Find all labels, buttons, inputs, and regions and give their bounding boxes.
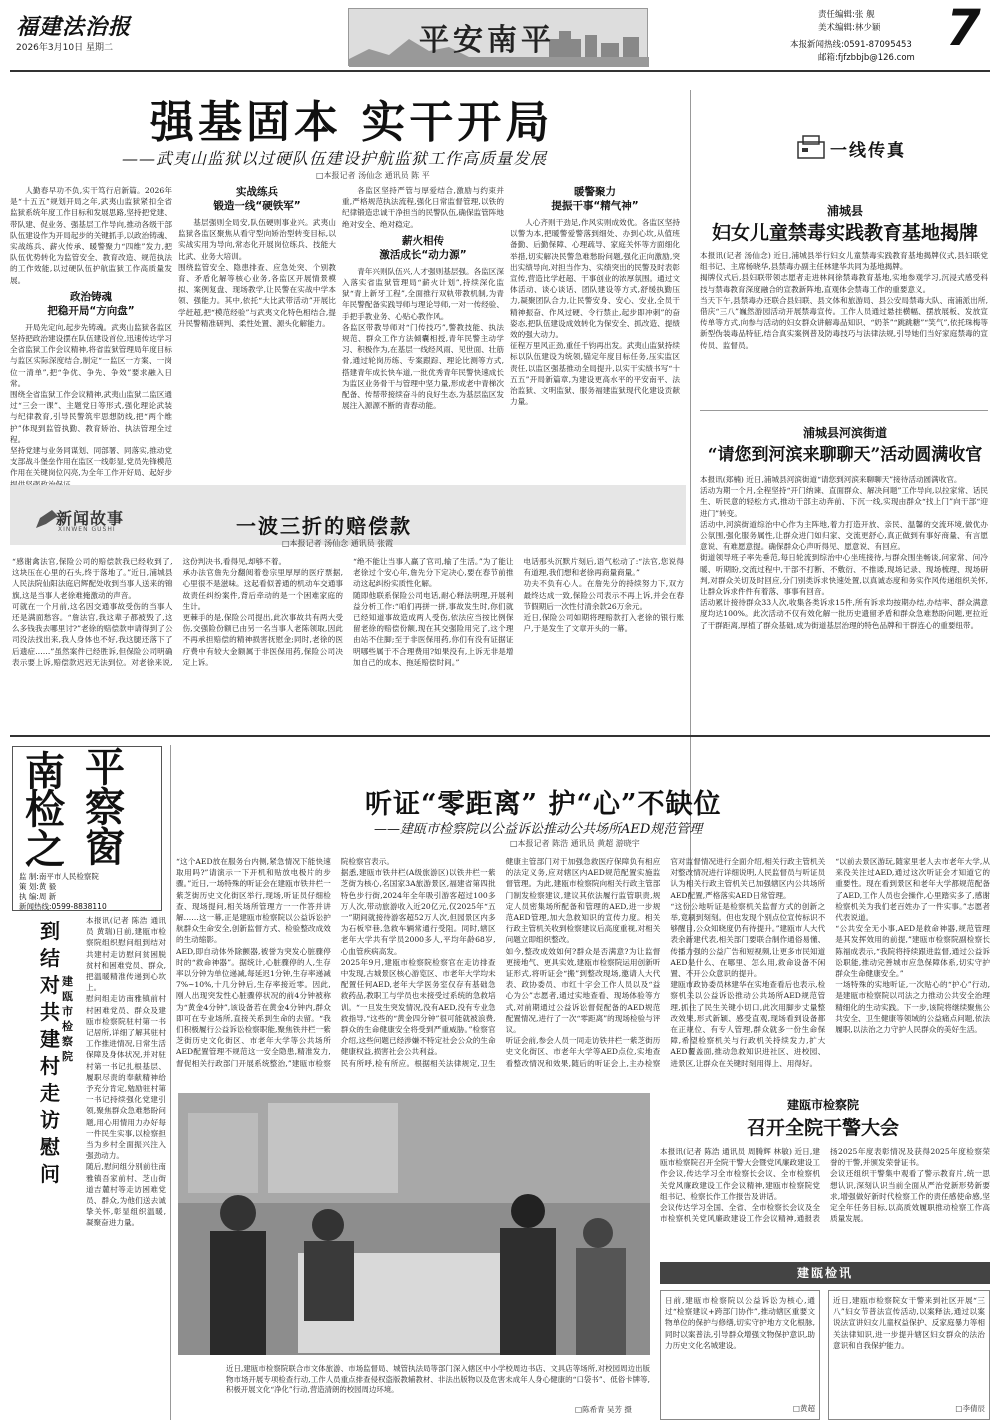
art-editor-credit: 美术编辑:林少颖 bbox=[818, 23, 881, 33]
news1-place: 浦城县 bbox=[826, 204, 863, 218]
glimpse-right-body: 近日,建瓯市检察院女干警来到社区开展“三八”妇女节普法宣传活动,以案释法,通过以案说法宣讲妇女儿童权益保护、反家庭暴力等相关法律知识,进一步提升辖区妇女群众的法治意识和自我保护能力。 bbox=[833, 1296, 985, 1350]
fax-machine-icon bbox=[796, 134, 826, 160]
column-char-4: 察 bbox=[85, 784, 125, 831]
lead-subtitle: ——武夷山监狱以过硬队伍建设护航监狱工作高质量发展 bbox=[122, 149, 548, 168]
lead-sec3-heading: 薪火相传 激活成长“动力源” bbox=[379, 234, 467, 261]
column-title bbox=[25, 744, 155, 873]
column-char-3: 检 bbox=[25, 786, 65, 833]
inspection-scene-icon bbox=[178, 1093, 650, 1355]
lead-col-3 bbox=[342, 185, 504, 480]
side-story-title: 到结对共建村走访慰问 bbox=[40, 919, 60, 1186]
aed-byline: □本报记者 陈浩 通讯员 黄超 游晓宇 bbox=[510, 839, 640, 848]
lead-byline: □本报记者 汤仙念 通讯员 陈 平 bbox=[316, 171, 430, 180]
masthead-rule bbox=[10, 70, 990, 72]
glimpse-left-body: 日前,建瓯市检察院以公益诉讼为核心,通过“检察建议+跨部门协作”,推动辖区重要文物单位的保护与修缮,切实守护地方文化根脉,同时以案普法,引导群众增强文物保护意识,助力历史文化名城建设。 bbox=[665, 1296, 815, 1350]
paper-name: 福建法治报 bbox=[16, 14, 132, 40]
news2-body: 本报讯(郑楠) 近日,浦城县河滨街道“请您到河滨来聊聊天”接待活动圆满收官。 活动为期一个月,全程坚持“开门纳谏、直面群众、解决问题”工作导向,以拉家常、话民生、听民意的轻松方式,推动干部主动奔前、下沉一线,实现由群众“找上门”向干部“迎进门”转变。 活动中,河滨街道综治中心作为主阵地,着力打造开放、亲民、温馨的交流环境,做优办公氛围,强化服务属性,让群众进门如归家、交流更舒心,真正做到有事好商量、有言愿意说、有难愿意提。确保群众心声听得见、愿意说、有回应。 街道领导班子率先垂范,每日轮流到综治中心坐班接待,与群众围坐畅谈,问家常、问冷暖、听期盼,交流过程中,干部不打断、不敷衍、不推诿,现场记录、现场梳理、现场研判,对群众关切及时回应,分门别类诉求快速处置,以真诚态度和务实作风传递组织关怀,让群众诉求件件有着落、事事有回音。 活动累计接待群众33人次,收集各类诉求15件,所有诉求均按期办结,办结率、群众满意度均达100%。此次活动不仅有效化解一批历史遗留矛盾和群众急难愁盼问题,更拉近了干群距离,厚植了群众基础,成为街道基层治理的特色品牌和干群连心的重要纽带。 bbox=[700, 475, 988, 630]
lead-intro: 人勤春早功不负,实干笃行启新篇。2026年是“十五五”规划开局之年,武夷山监狱紧扣全省监狱系统年度工作目标和发展思路,坚持把党建、带队建、促业务、强基层工作导向,推动各级干部队伍建设作为开局起步的关键抓手,以政治铸魂、实战练兵、薪火传承、暖警聚力“四维”发力,把队伍优势转化为监管安全、教育改造、规范执法的工作效能,以过硬队伍护航监狱工作高质量发展。 bbox=[10, 186, 172, 285]
glimpse-right-credit: □李倩辰 bbox=[955, 1404, 985, 1413]
column-editor: 执 编:周 新 bbox=[19, 892, 57, 901]
glimpse-header bbox=[660, 1262, 990, 1284]
editor-credit: 责任编辑:张 舰 bbox=[818, 10, 875, 20]
lead-sec4-heading: 暖警聚力 提振干事“精气神” bbox=[551, 186, 639, 212]
email: 邮箱:fjfzbbjb@126.com bbox=[818, 53, 915, 63]
meeting-org: 建瓯市检察院 bbox=[786, 1098, 859, 1112]
side-story-org: 建瓯市检察院 bbox=[62, 975, 73, 1063]
side-story-body: 本报讯(记者 陈浩 通讯员 黄瑞)日前,建瓯市检察院组织慰问组到结对共建村走访慰问贫困脱贫村和困难党员、群众,把温暖精准传递到心坎上。 慰问组走访南雅镇前村村困难党员、群众及建瓯市检察院驻村第一书记居所,详细了解其驻村工作推进情况,日常生活保障及身体状况,并对驻村第一书记扎根基层、履职尽责的奉献精神给予充分肯定,勉励驻村第一书记持续强化党建引领,聚焦群众急难愁盼问题,用心用情用力办好每一件民生实事,以检察担当为乡村全面振兴注入强劲动力。 随后,慰问组分别前往南雅镇吾家前村、芝山街道吉麓村等走访困难党员、群众,为他们送去诚挚关怀,彰显组织温暖,凝聚奋进力量。 bbox=[86, 916, 166, 1228]
news2-title: “请您到河滨来聊聊天”活动圆满收官 bbox=[707, 445, 983, 465]
lead-sec2-heading: 实战练兵 锻造一线“硬铁军” bbox=[213, 186, 301, 212]
photo-caption: 近日,建瓯市检察院联合市文体旅游、市场监督局、城管执法局等部门深入辖区中小学校周边书店、文具店等场所,对校园周边出版物市场开展专项检查行动,工作人员重点排查侵权盗版教辅教材、非法出版物以及危害未成年人身心健康的“口袋书”、低俗卡牌等,积极开展文化“净化”行动,营造清朗的校园周边环境。 bbox=[226, 1364, 650, 1394]
column-char-5: 之 bbox=[25, 826, 65, 873]
lead-sec4-body: 人心齐则干劲足,作风实则成效优。各监区坚持以警为本,把暖警爱警落到细处、办到心坎,从值班备勤、后勤保障、心理疏导、家庭关怀等方面细化举措,切实解决民警急难愁盼问题,强化正向激励,突出实绩导向,对担当作为、实绩突出的民警及时表彰宣传,营造比学赶超、干事创业的浓厚氛围。通过文体活动、谈心谈话、团队建设等方式,舒缓执勤压力,凝聚团队合力,让民警安身、安心、安业,全员干精神振奋、作风过硬、令行禁止,起步即冲刺”的奋姿态,把队伍建设成效转化为保安全、抓改造、提绩效的强大动力。 征程万里风正劲,重任千钧再出发。武夷山监狱持续标以队伍建设为统领,锚定年度目标任务,压实监区责任,以监区强基推动全局提升,以实干实绩书写“十五五”开局新篇章,为建设更高水平的平安南平、法治监狱、文明监狱、服务福建监狱现代化建设贡献力量。 bbox=[510, 218, 680, 407]
meeting-body: 本报讯(记者 陈浩 通讯员 周腾辉 林敏) 近日,建瓯市检察院召开全院干警大会暨党风廉政建设工作会议,传达学习全市检察长会议、全市检察机关党风廉政建设工作会议精神,建瓯市检察院党组书记、检察长作工作报告及讲话。 会议传达学习全国、全省、全市检察长会议及全市检察机关党风廉政建设工作会议精神,通报表扬2025年度表彰情况及获得2025年度检察荣誉的干警,并颁发荣誉证书。 会议还组织干警集中观看了警示教育片,统一思想认识,深刻认识当前全面从严治党新形势新要求,增强做好新时代检察工作的责任感使命感,坚定全年任务目标,以高质效履职推动检察工作高质量发展。 bbox=[660, 1147, 990, 1224]
news2-place: 浦城县河滨街道 bbox=[802, 426, 887, 440]
lead-sec3-intro: 各监区坚持严管与厚爱结合,激励与约束并重,严格规范执法流程,强化日常监督管理,以铁的纪律锻造忠诚干净担当的民警队伍,确保监管阵地绝对安全、绝对稳定。 bbox=[342, 186, 504, 229]
story-body: “感谢禽法官,保险公司的赔偿款我已经收到了,这块压在心里的石头,终于落地了。”近日,浦城县人民法院仙阳法庭启辉配处收到当事人送来的锦旗,这是当事人老徐难掩激动的声音。 可就在一个月前,这名因交通事故受伤的当事人还是满面愁容。“詹法官,我这辈子都被毁了,这么多钱我去哪里讨?”老徐的赔偿款申请得到了公司没法找出来,我人身体也不好,我这腿还落下了后遗症……”虽然案件已经胜诉,但保险公司明确表示要上诉,赔偿款迟迟无法到位。对老徐来说,这份判决书,看得见,却够不着。 承办法官詹先分翻阅着卷宗里厚厚的医疗票据,心里很不是滋味。这起看似普通的机动车交通事故责任纠纷案件,背后牵动的是一个困难家庭的生计。 更棘手的是,保险公司提出,此次事故共有两大受伤,交强险份额已由另一名当事人老陈领取,因此不再承担赔偿的精神损害抚慰金;同时,老徐的医疗费中有较大金额属于非医保用药,保险公司决定上诉。 “绝不能让当事人赢了官司,输了生活。”为了能让老徐过个安心年,詹先分下定决心,要在春节前推动这起纠纷实质性化解。 随即他联系保险公司电话,耐心释法明理,开展利益分析工作:“咱们再拼一拼,事故发生时,你们就已经知道事故造成两人受伤,依法应当按比例保留老徐的赔偿份额,现在其交强险用完了,这个理由站不住脚;至于非医保用药,你们有没有证据证明哪些属于不合理费用?如果没有,上诉无非是增加自己的成本、拖延赔偿时间。” 电话那头沉默片刻后,语气松动了:“法官,您说得有道理,我们想和老徐再商量商量。” 功夫不负有心人。在詹先分的持续努力下,双方最终达成一致,保险公司表示不再上诉,并会在春节假期后一次性付清余款26万余元。 近日,保险公司如期将理赔款打入老徐的银行账户,于是发生了文章开头的一幕。 bbox=[12, 557, 684, 667]
story-logo bbox=[34, 506, 174, 540]
glimpse-header-text: 建瓯检讯 bbox=[796, 1266, 853, 1280]
issue-date: 2026年3月10日 星期二 bbox=[16, 43, 113, 53]
meeting-title: 召开全院干警大会 bbox=[746, 1117, 899, 1139]
column-header bbox=[12, 746, 162, 911]
mid-rule bbox=[10, 735, 990, 737]
story-logo-text: 新闻故事 bbox=[56, 509, 125, 528]
column-char-2: 平 bbox=[85, 744, 125, 791]
glimpse-left-credit: □黄超 bbox=[792, 1404, 815, 1413]
glimpse-right-box bbox=[828, 1290, 990, 1420]
fax-logo bbox=[796, 130, 916, 166]
photo-credit: □陈希青 吴芳 摄 bbox=[575, 1405, 632, 1414]
lead-sec2-body: 基层强则全局安,队伍硬则事业兴。武夷山监狱各监区聚焦从看守型向矫治型转变目标,以实战实用为导向,常态化开展岗位练兵、技能大比武、业务大培训。 围绕监管安全、隐患排查、应急处突、个别教育、矛盾化解等核心业务,各监区开展情景模拟、案例复盘、现场教学,让民警在实战中学本领、强能力。其中,依托“大比武带活动”开展比学赶超,把“模范经验”与武夷文化特色相结合,提升民警精准研判、柔性处置、源头化解能力。 bbox=[178, 218, 336, 328]
aed-subtitle: ——建瓯市检察院以公益诉讼推动公共场所AED规范管理 bbox=[374, 822, 703, 837]
fax-logo-text: 一线传真 bbox=[830, 141, 906, 161]
column-hotline: 新闻热线:0599-8838110 bbox=[19, 902, 107, 911]
lead-sec3-body: 青年兴则队伍兴,人才强则基层强。各监区深入落实省监狱管理局“薪火计划”,持续深化监狱“青上新牙工程”,全面推行双轨带教机制,为青年民警配备实践导师与理论导师,一对一传经验、手把手教业务、心贴心教作风。 各监区带教导师对“门传技巧”,警教技能、执法规范、群众工作方法倾囊相授,青年民警主动学习、积极作为,在基层一线经风雨、见世面、壮筋骨,通过轮岗历练、专案跟踪、理论比测等方式,搭建青年成长快车道,一批优秀青年民警快速成长为监区业务骨干与管理中坚力量,形成老中青梯次配备、传帮带接续奋斗的良好生态,为基层监区发展注入源源不断的青春动能。 bbox=[342, 266, 504, 411]
column-planner: 策 划:黄 毅 bbox=[19, 882, 57, 891]
side-divider bbox=[170, 745, 171, 1420]
lead-sec1-heading: 政治铸魂 把稳开局“方向盘” bbox=[47, 290, 135, 317]
column-supervisor: 监 制:南平市人民检察院 bbox=[19, 872, 99, 881]
lead-title: 强基固本 实干开局 bbox=[150, 97, 554, 148]
section-title: 平安南平 bbox=[419, 23, 555, 58]
section-banner bbox=[348, 8, 648, 66]
lead-sec1-body: 开局先定向,起步先铸魂。武夷山监狱各监区坚持把政治建设摆在队伍建设首位,迅速传达学习全省监狱工作会议精神,将省监狱管理局年度目标与监区实际深度结合,制定“一监区一方案、一岗位一清单”,把“争优、争先、争效”要求融入日常。 围绕全省监狱工作会议精神,武夷山监狱二监区通过“三会一课”、主题党日等形式,强化理论武装与纪律教育,引导民警筑牢思想防线,把“两个维护”体现到监管执勤、教育矫治、执法管理全过程。 坚持党建与业务同谋划、同部署、同落实,推动党支部战斗堡垒作用在监区一线彰显,党员先锋模范作用在关键岗位闪亮,为全年工作开好局、起好步 bbox=[10, 322, 172, 478]
story-byline: □本报记者 汤仙念 通讯员 张霞 bbox=[282, 539, 394, 548]
inspection-photo bbox=[178, 1093, 650, 1355]
aed-title: 听证“零距离” 护“心”不缺位 bbox=[365, 789, 722, 820]
page-number: 7 bbox=[946, 0, 981, 57]
lead-col-1 bbox=[10, 185, 172, 480]
story-title: 一波三折的赔偿款 bbox=[236, 514, 412, 538]
aed-body: “这个AED放在服务台内侧,紧急情况下能快速取用吗?”请演示一下开机和贴放电极片的步骤。”近日,一场特殊的听证会在建瓯市铁井栏一紫芝街历史文化街区举行,现场,听证员仔细检查、现场提问,相关场所管理方一一作答并讲解……这一幕,正是建瓯市检察院以公益诉讼护航群众生命安全,创新监督方式、检验整改成效的生动缩影。 AED,即自动体外除颤器,被誉为突发心脏骤停时的“救命神器”。据统计,心脏骤停的人,生存率以分钟为单位递减,每延迟1分钟,生存率递减7%~10%,十几分钟后,生存率接近零。因此,刚人出现突发性心脏骤停状况的前4分钟被称为“黄金4分钟”,该设备若在黄金4分钟内,群众即可在专业场所,直接关系到生命的去留。“我们积极履行公益诉讼检察职能,聚焦铁井栏一紫芝街历史文化街区、市老年大学等公共场所AED配置管理不规范这一安全隐患,精准发力,督促相关行政部门开展系统整治,”建瓯市检察院检察官表示。 据悉,建瓯市铁井栏(A级旅游区)以铁井栏一紫芝街为核心,名国家3A旅游景区,福建省第四批特色步行街,2024年全年吸引游客超过100多万人次,带动旅游收入近20亿元,仅2025年“五一”期间就接待游客超52万人次,但园景区内多为石板窄巷,急救车辆常通行受阻。同时,辖区老年大学共有学员2000多人,平均年龄68岁,心血管疾病高发。 2025年9月,建瓯市检察院检察官在走访排查中发现,古城景区核心游览区、市老年大学均未配置任何AED,老年大学医务室仅存有基础急救药品,教职工与学员也未接受过系统的急救培训。“一旦发生突发情况,没有AED,没有专业急救指导,“这些的“黄金四分钟”很可能就被浪费,群众的生命健康安全将受到严重威胁。”检察官介绍,这些问题已经涉嫌不特定社会公众的生命健康权益,损害社会公共利益。 民有所呼,检有所应。根据相关法律规定,卫生健康主管部门对于加强急救医疗保障负有相应的法定义务,应对辖区内AED规范配置实施监督管理。为此,建瓯市检察院向相关行政主管部门制发检察建议,建议其依法履行监管职责,规定人员密集场所配备和管理的AED,进一步规范AED管理,加大急救知识的宣传力度。相关行政主管机关收到检察建议后高度重视,对相关问题立即组织整改。 如今,整改成效如何?群众是否满意?为让监督更接地气、更具实效,建瓯市检察院运用创新听证形式,将听证会“搬”到整改现场,邀请人大代表、政协委员、市红十字会工作人员以及“益心为公”志愿者,通过实地查看、现场体验等方式,对前期通过公益诉讼督促配备的AED规范配置情况,进行了一次“零距离”的现场检验与评议。 听证会前,参会人员一同走访铁井栏一紫芝街历史文化街区、市老年大学等AED点位,实地查看整改情况和效果,随后的听证会上,主办检察官对监督情况进行全面介绍,相关行政主管机关对整改情况进行详细说明,人民监督员与听证员认为相关行政主管机关已加强辖区内公共场所AED配置,严格落实AED日常管理。 “这份公地听证是检察机关监督方式的创新之举,竟刷到刻刻。但也发现个别点位宣传标识不够醒目,公众知晓度仍有待提升。”建瓯市人大代表余新建代表,相关部门要联合制作通俗易懂、传播力强的公益广告和短视频,让更多市民知道AED是什么、在哪里、怎么用,救命设备不闲置、不开公众意识的提升。 建瓯市政协委员林建华在实地查看后也表示,检察机关以公益诉讼推动公共场所AED规范管理,抓住了民生关键小切口,此次用脚步丈量整改效果,形式新颖、感受直观,现场看到设备都在正规位、有专人管理,群众就多一份生命保障,希望检察机关与行政机关持续发力,扩大AED覆盖面,推动急救知识进社区、进校园、进景区,让群众在关键时刻用得上、用得好。 “以前去景区游玩,随家里老人去市老年大学,从来没关注过AED,通过这次听证会才知道它的重要性。现在看到景区和老年大学都规范配备了AED,工作人员也会操作,心里踏实多了,感谢检察机关为我们老百姓办了一件实事。”志愿者代表说道。 “公共安全无小事,AED是救命神器,规范管理是其发挥效用的前提,”建瓯市检察院副检察长陈福成表示,“我院将持续跟进监督,通过公益诉讼职能,推动完善城市应急保障体系,切实守护群众生命健康安全。” 一场特殊的实地听证,一次贴心的“护心”行动,是建瓯市检察院以司法之力推动公共安全治理精细化的生动实践。下一步,该院将继续聚焦公共安全、卫生健康等领域的公益痛点问题,依法履职,以法治之力守护人民群众的美好生活。 bbox=[176, 857, 990, 1068]
column-char-6: 窗 bbox=[85, 824, 125, 871]
glimpse-left-box bbox=[660, 1290, 820, 1420]
column-char-1: 南 bbox=[25, 748, 65, 795]
lead-col-2 bbox=[178, 185, 336, 480]
news1-divider bbox=[700, 410, 988, 411]
story-logo-en: XINWEN GUSHI bbox=[58, 526, 116, 533]
hotline: 本报新闻热线:0591-87095453 bbox=[790, 40, 912, 50]
lead-col-4 bbox=[510, 185, 680, 480]
news1-body: 本报讯(记者 汤仙念) 近日,浦城县举行妇女儿童禁毒实践教育基地揭牌仪式,县妇联党组书记、主席杨晓华,县禁毒办副主任林建华共同为基地揭牌。 揭牌仪式后,县妇联带领志愿者走进林间徐禁毒教育基地,实地参观学习,沉浸式感受科技与禁毒教育深度融合的宣教新阵地,直观体会禁毒工作的重要意义。 当天下午,县禁毒办还联合县妇联、县文体和旅游局、县公安局禁毒大队、南浦派出所,借庆“三八”巍然游园活动开展禁毒宣传。工作人员通过悬挂横幅、摆放展板、发放宣传单等方式,向参与活动的妇女群众讲解毒品知识、“奶茶”“跳跳糖”“笑气”,依托珠梅等新型伪装毒品特征,结合真实案例普及防毒技巧与法律法规,引导她们当好家庭禁毒的宣传员、监督员。 bbox=[700, 251, 988, 350]
news1-title: 妇女儿童禁毒实践教育基地揭牌 bbox=[711, 222, 978, 244]
